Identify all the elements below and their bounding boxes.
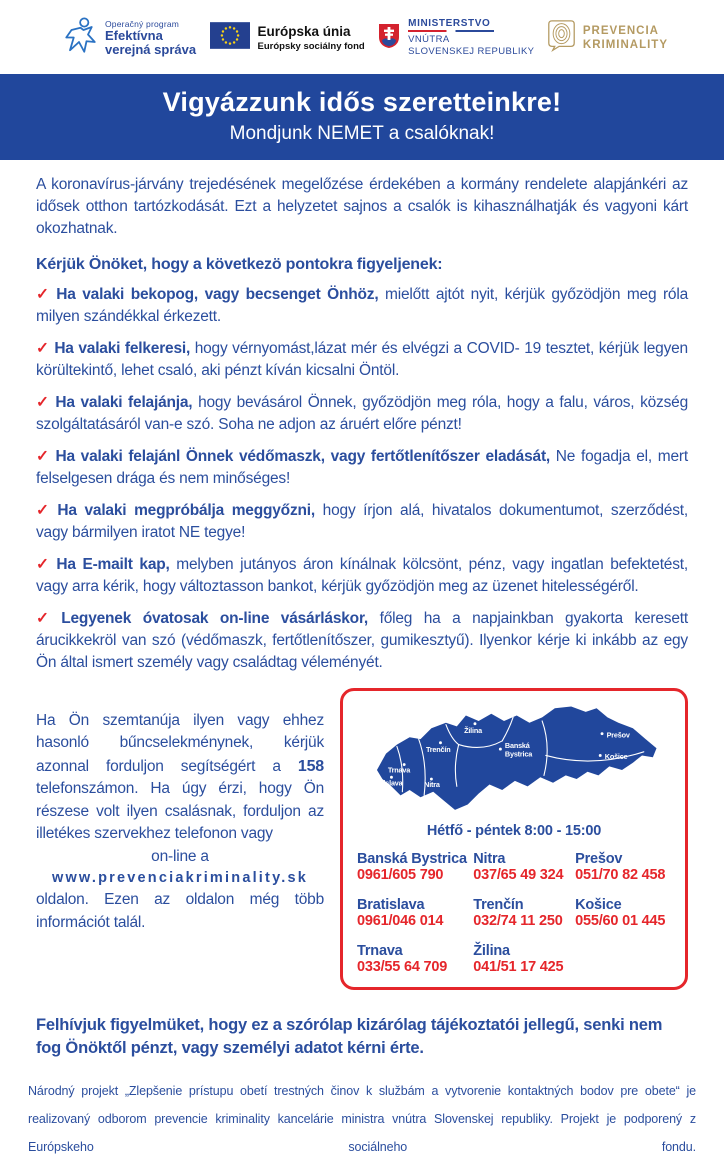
ministry-logo (378, 18, 534, 58)
map-city-label: Žilina (464, 725, 482, 735)
intro-paragraph: A koronavírus-járvány trejedésének megelőzése érdekében a kormány rendelete alapjánkéri az idősek otthon tartózkodását. Ezt a helyzetet sajnos a csalók is kihasználhatják és vagyoni kárt okozhatnak. (36, 176, 688, 237)
prevention-website-url: www.prevenciakriminality.sk (51, 870, 309, 887)
fingerprint-bubble-icon (548, 20, 575, 57)
opevs-name-line1: Efektívna (105, 27, 163, 43)
bullet-lead: Legyenek óvatosak on-line vásárláskor, (61, 610, 369, 627)
contact-entry (357, 897, 467, 929)
help-paragraph-2: oldalon. Ezen az oldalon még több információt talál. (36, 891, 324, 931)
contact-city: Prešov (575, 851, 623, 867)
map-city-label: Banská (504, 741, 530, 751)
bullet-lead: Ha valaki felkeresi, (54, 340, 191, 357)
opevs-logo-text (105, 19, 196, 58)
ministry-line3: SLOVENSKEJ REPUBLIKY (408, 46, 535, 57)
bullet-lead: Ha valaki felajánja, (55, 394, 193, 411)
contact-city: Trenčín (473, 897, 524, 913)
prevencia-line2: KRIMINALITY (582, 39, 668, 51)
contact-entry (473, 943, 569, 975)
bullet-rest: hogy bevásárol Önnek, győzödjön meg róla, hogy a falu, város, község szolgáltatásáról van-e szó. Soha ne adjon az áruért előre pénzt! (36, 394, 688, 433)
prevencia-line1: PREVENCIA (582, 24, 659, 37)
help-and-contacts-section (36, 688, 688, 990)
emergency-number: 158 (297, 757, 324, 775)
map-city-label: Nitra (424, 780, 440, 790)
page-subtitle: Mondjunk NEMET a csalóknak! (229, 123, 495, 144)
contact-city: Banská Bystrica (357, 851, 467, 867)
red-check-icon: ✓ (36, 394, 51, 411)
map-city-label: Košice (604, 752, 628, 762)
contact-phone: 0961/605 790 (357, 867, 444, 883)
contact-entry (473, 897, 569, 929)
bullet-lead: Ha valaki felajánl Önnek védőmaszk, vagy fertőtlenítőszer eladását, (55, 448, 551, 465)
contact-city: Nitra (473, 851, 506, 867)
red-check-icon: ✓ (36, 502, 53, 519)
help-text: Ha Ön szemtanúja ilyen vagy ehhez hasonló bűncselekménynek, kérjük azonnal forduljon segítségért a (36, 712, 324, 775)
disclaimer-notice: Felhívjuk figyelmüket, hogy ez a szórólap kizárólag tájékoztatói jellegű, senki nem fog Önöktől pénzt, vagy személyi adatot kérni érte. (36, 1016, 663, 1058)
slovak-shield-icon (378, 23, 400, 54)
contact-city: Bratislava (357, 897, 425, 913)
contact-phone: 032/74 11 250 (473, 913, 563, 929)
contact-grid (357, 851, 671, 975)
map-city-label: Prešov (606, 730, 630, 740)
contact-entry (357, 851, 467, 883)
ministry-tricolor-divider (408, 30, 494, 32)
opevs-logo (64, 17, 196, 60)
ministry-line2: VNÚTRA (408, 34, 450, 46)
map-city-label: Trnava (387, 765, 411, 775)
map-city-label: Trenčín (425, 744, 451, 754)
eu-fund-label: Európsky sociálny fond (257, 41, 365, 52)
help-paragraph (36, 710, 324, 846)
list-heading: Kérjük Önöket, hogy a következö pontokra figyeljenek: (36, 256, 443, 273)
red-check-icon: ✓ (36, 610, 57, 627)
ministry-line1: MINISTERSTVO (408, 18, 491, 30)
contact-phone: 051/70 82 458 (575, 867, 666, 883)
contact-phone: 0961/046 014 (357, 913, 444, 929)
slovakia-map-svg (364, 701, 664, 819)
contact-entry (357, 943, 467, 975)
bullet-lead: Ha valaki bekopog, vagy becsenget Önhöz, (56, 286, 379, 303)
title-banner (0, 74, 724, 160)
help-text-block (36, 688, 324, 990)
contact-phone: 033/55 64 709 (357, 959, 448, 975)
contact-phone: 055/60 01 445 (575, 913, 666, 929)
bullet-item (36, 392, 688, 436)
red-check-icon: ✓ (36, 556, 52, 573)
bullet-rest: melyben jutányos áron kínálnak kölcsönt, pénz, vagy ingatlan befektetést, vagy arra kérik, hogy változtasson bankot, kérjük győzödjön meg az üzenet hitelességéről. (36, 556, 688, 595)
contact-entry (575, 851, 671, 883)
bullet-rest: Ne fogadja el, mert felselgesen drága és nem minőséges! (36, 448, 688, 487)
contact-entry (575, 897, 671, 929)
contact-info-box (340, 688, 688, 990)
main-content (0, 160, 724, 1060)
bullet-rest: mielőtt ajtót nyit, kérjük győzödjön meg róla milyen szándékkal érkezett. (36, 286, 688, 325)
logo-header (0, 0, 724, 64)
online-label: on-line a (151, 847, 209, 865)
bullet-lead: Ha E-mailt kap, (56, 556, 170, 573)
eu-logo-text (258, 24, 365, 52)
red-check-icon: ✓ (36, 340, 50, 357)
bullet-rest: hogy vérnyomást,lázat mér és elvégzi a COVID- 19 tesztet, kérjük legyen körültekintő, lehet csaló, aki pénzt kíván kicsalni Öntöl. (36, 340, 688, 379)
prevencia-logo (548, 20, 668, 57)
map-city-label: Bystrica (504, 749, 533, 759)
bullet-rest: főleg ha a napjainkban gyakorta keresett árucikkekröl van szó (védőmaszk, fertőtlenítőszer, gumikesztyű). Ilyenkor kérje ki inkább az egy Ön által ismert személy vagy családtag véleményét. (36, 610, 688, 671)
eu-logo (210, 22, 365, 54)
bullet-lead: Ha valaki megpróbálja meggyőzni, (57, 502, 315, 519)
red-check-icon: ✓ (36, 448, 51, 465)
opevs-name-line2: verejná správa (105, 42, 197, 57)
contact-phone: 037/65 49 324 (473, 867, 564, 883)
project-footer: Národný projekt „Zlepšenie prístupu obetí trestných činov k službám a vytvorenie kontaktných bodov pre obete“ je realizovaný odborom prevencie kriminality kancelárie ministra vnútra Slovenskej republiky. Projekt je podporený z Európskeho sociálneho fondu. (28, 1083, 696, 1154)
bullet-item (36, 338, 688, 382)
bullet-item (36, 608, 688, 674)
bullet-item (36, 284, 688, 328)
opevs-star-person-icon (64, 17, 97, 60)
bullet-item (36, 446, 688, 490)
contact-entry (473, 851, 569, 883)
ministry-logo-text (408, 18, 534, 58)
contact-city: Trnava (357, 943, 403, 959)
bullet-rest: hogy írjon alá, hivatalos dokumentumot, szerződést, vagy bármilyen iratot NE tegye! (36, 502, 688, 541)
contact-city: Košice (575, 897, 622, 913)
contact-city: Žilina (473, 943, 510, 959)
bullet-item (36, 554, 688, 598)
opening-hours: Hétfő - péntek 8:00 - 15:00 (426, 823, 602, 839)
bullet-item (36, 500, 688, 544)
help-text: telefonszámon. Ha úgy érzi, hogy Ön részese volt ilyen csalásnak, forduljon az illetékes szervekhez telefonon vagy (36, 780, 324, 843)
eu-flag-icon (210, 22, 250, 54)
page-title: Vigyázzunk idős szeretteinkre! (162, 87, 562, 117)
contact-phone: 041/51 17 425 (473, 959, 564, 975)
slovakia-map (357, 701, 671, 819)
red-check-icon: ✓ (36, 286, 52, 303)
prevencia-logo-text (583, 24, 668, 53)
eu-union-label: Európska únia (257, 24, 351, 39)
map-city-label: Bratislava (369, 778, 403, 788)
opevs-program-label: Operačný program (105, 18, 180, 29)
